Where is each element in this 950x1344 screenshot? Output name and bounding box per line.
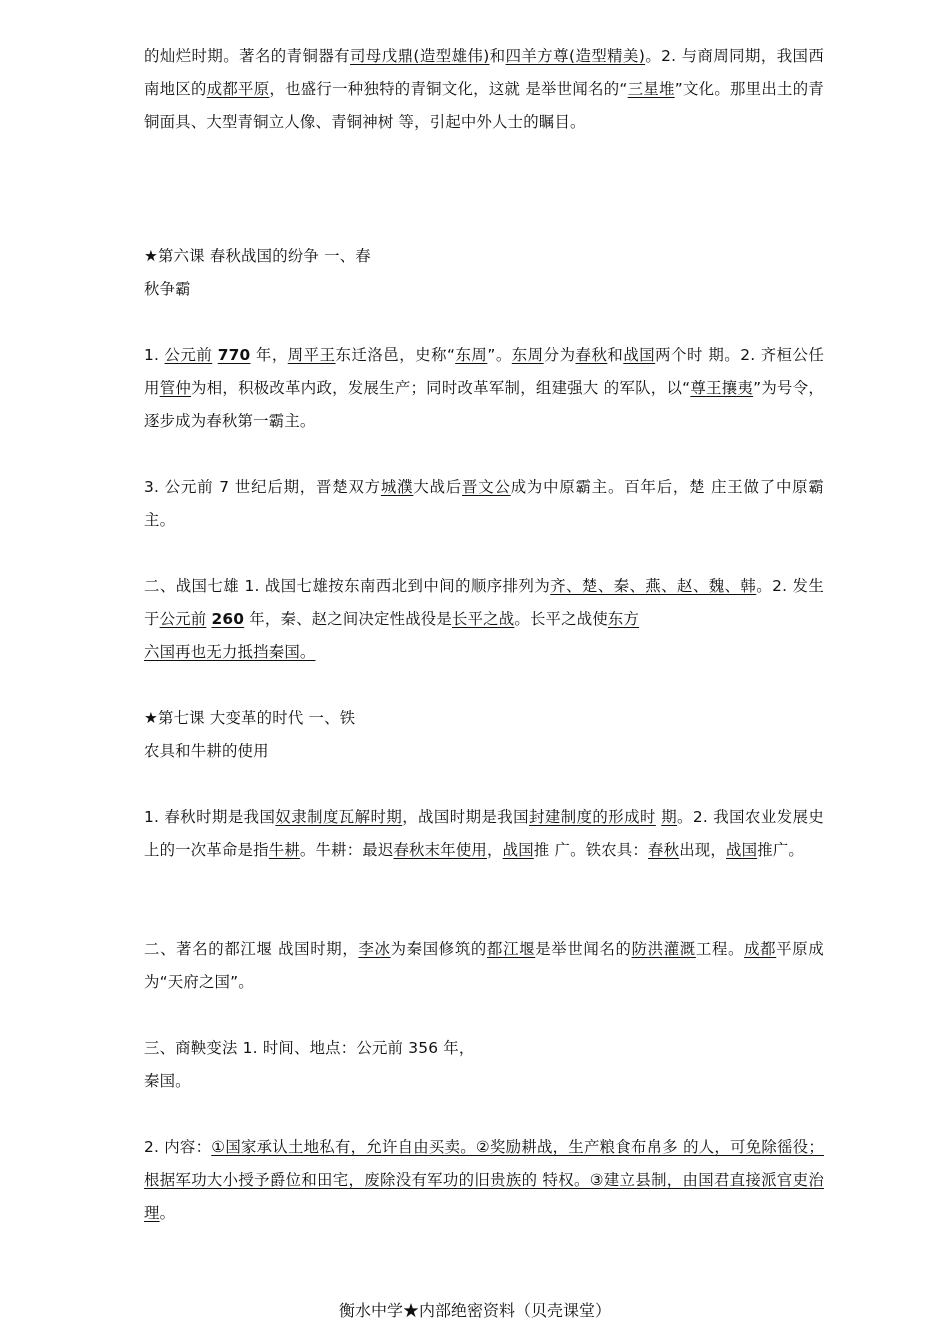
paragraph-jin-chu (144, 471, 824, 537)
text-run: 。2. 与商周同期，我国西南地区的 (144, 47, 824, 98)
text-run: 工程。 (695, 940, 745, 958)
paragraph-bronze-culture (144, 40, 824, 139)
lesson6-heading-line1: ★第六课 春秋战国的纷争 一、春 (144, 247, 371, 265)
text-run: ”。 (487, 346, 512, 364)
underlined-term: 公元前 (164, 346, 213, 364)
lesson6-heading-line2: 秋争霸 (144, 280, 191, 298)
lesson6-heading (144, 240, 824, 306)
underlined-term: 期 (661, 808, 678, 826)
text-run: 的灿烂时期。著名的青铜器有 (144, 47, 351, 65)
shang-yang-time-line1: 三、商鞅变法 1. 时间、地点：公元前 356 年， (144, 1039, 475, 1057)
text-run: 分为 (543, 346, 576, 364)
underlined-term: 李冰 (358, 940, 391, 958)
footer-watermark: 衡水中学★内部绝密资料（贝壳课堂） (338, 1301, 611, 1320)
text-run: 。 (159, 1204, 176, 1222)
underlined-term: 成都 (744, 940, 777, 958)
underlined-term: 770 (217, 346, 251, 364)
text-run: ，也盛行一种独特的青铜文化，这就 是举世闻名的“ (269, 80, 628, 98)
text-run: 。2. 我国农业发展史上的一次革命是指 (144, 808, 825, 859)
underlined-term: 封建制度的形成时 (529, 808, 656, 826)
shang-yang-time-line2: 秦国。 (144, 1072, 191, 1090)
text-run: ，战国时期是我国 (402, 808, 530, 826)
underlined-term: 四羊方尊(造型精美) (505, 47, 646, 65)
text-run: 。2. 发生于 (144, 577, 824, 628)
text-run: 是举世闻名的 (535, 940, 632, 958)
text-run: ， (487, 841, 503, 859)
underlined-term: 尊王攘夷 (690, 379, 754, 397)
text-run: 两个时 期。2. 齐桓公任用 (144, 346, 825, 397)
text-run: 大战后 (413, 478, 463, 496)
underlined-term: 三星堆 (627, 80, 675, 98)
underlined-term: 春秋 (648, 841, 680, 859)
text-run: 二、著名的都江堰 战国时期， (144, 940, 359, 958)
paragraph-shang-yang-time (144, 1032, 824, 1098)
underlined-term: 齐、楚、秦、燕、赵、魏、韩 (550, 577, 757, 595)
text-run: 二、战国七雄 1. 战国七雄按东南西北到中间的顺序排列为 (144, 577, 551, 595)
underlined-term: 奴隶制度瓦解时期 (275, 808, 403, 826)
text-run: 3. 公元前 7 世纪后期，晋楚双方 (144, 478, 381, 496)
underlined-term: 公元前 (159, 610, 207, 628)
underlined-term: 东周 (455, 346, 488, 364)
underlined-term: ①国家承认土地私有，允许自由买卖。②奖励耕战，生产粮食布帛多 的人，可免除徭役；根据军功大小授予爵位和田宅，废除没有军功的旧贵族的 特权。③建立县制，由国君直接派官吏治理 (144, 1138, 824, 1222)
underlined-term: 牛耕 (268, 841, 300, 859)
text-run: 成为中原霸主。百年后，楚 庄王做了中原霸主。 (144, 478, 824, 529)
text-run: 推广。 (757, 841, 804, 859)
text-run: 2. 内容： (144, 1138, 212, 1156)
underlined-term: 晋文公 (462, 478, 511, 496)
underlined-term: 六国再也无力抵挡秦国。 (144, 643, 316, 661)
text-run: 和 (489, 47, 506, 65)
underlined-term: 城濮 (380, 478, 414, 496)
paragraph-dujiangyan (144, 933, 824, 999)
text-run: 东迁洛邑，史称“ (335, 346, 456, 364)
text-run: 出现， (679, 841, 726, 859)
text-run: 推 广。铁农具： (533, 841, 649, 859)
text-run: 。长平之战使 (514, 610, 608, 628)
text-run: 1. 春秋时期是我国 (144, 808, 276, 826)
warring-states-text-end (144, 643, 316, 661)
warring-states-text (144, 577, 824, 628)
text-run: ”文化。那里出土的青铜面具、大型青铜立人像、青铜神树 等，引起中外人士的瞩目。 (144, 80, 824, 131)
underlined-term: 春秋 (575, 346, 608, 364)
text-run: 和 (607, 346, 624, 364)
text-run: 为秦国修筑的 (390, 940, 487, 958)
underlined-term: 东周 (511, 346, 544, 364)
underlined-term: 管仲 (159, 379, 192, 397)
text-run: ”为号令，逐步成为春秋第一霸主。 (144, 379, 824, 430)
underlined-term: 260 (211, 610, 245, 628)
text-run: 1. (144, 346, 165, 364)
underlined-term: 东方 (607, 610, 640, 628)
lesson7-heading-line1: ★第七课 大变革的时代 一、铁 (144, 709, 356, 727)
paragraph-warring-states (144, 570, 824, 669)
underlined-term: 战国 (502, 841, 534, 859)
underlined-term: 战国 (623, 346, 656, 364)
text-run: 。牛耕：最迟 (299, 841, 394, 859)
underlined-term: 周平王 (287, 346, 336, 364)
underlined-term: 司母戊鼎(造型雄伟) (350, 47, 490, 65)
lesson7-heading-line2: 农具和牛耕的使用 (144, 742, 269, 760)
lesson7-heading (144, 702, 824, 768)
text-run: 为相，积极改革内政，发展生产；同时改革军制，组建强大 的军队，以“ (191, 379, 691, 397)
text-run: 年，秦、赵之间决定性战役是 (244, 610, 452, 628)
underlined-term: 都江堰 (487, 940, 536, 958)
underlined-term: 成都平原 (206, 80, 270, 98)
underlined-term: 战国 (726, 841, 758, 859)
text-run: 年， (250, 346, 288, 364)
underlined-term: 防洪灌溉 (631, 940, 696, 958)
text-run: 平原成 为“天府之国”。 (144, 940, 824, 991)
underlined-term: 春秋末年使用 (393, 841, 488, 859)
paragraph-spring-autumn (144, 339, 824, 438)
underlined-term: 长平之战 (451, 610, 515, 628)
paragraph-iron-tools (144, 801, 824, 867)
paragraph-shang-yang-content (144, 1131, 824, 1230)
